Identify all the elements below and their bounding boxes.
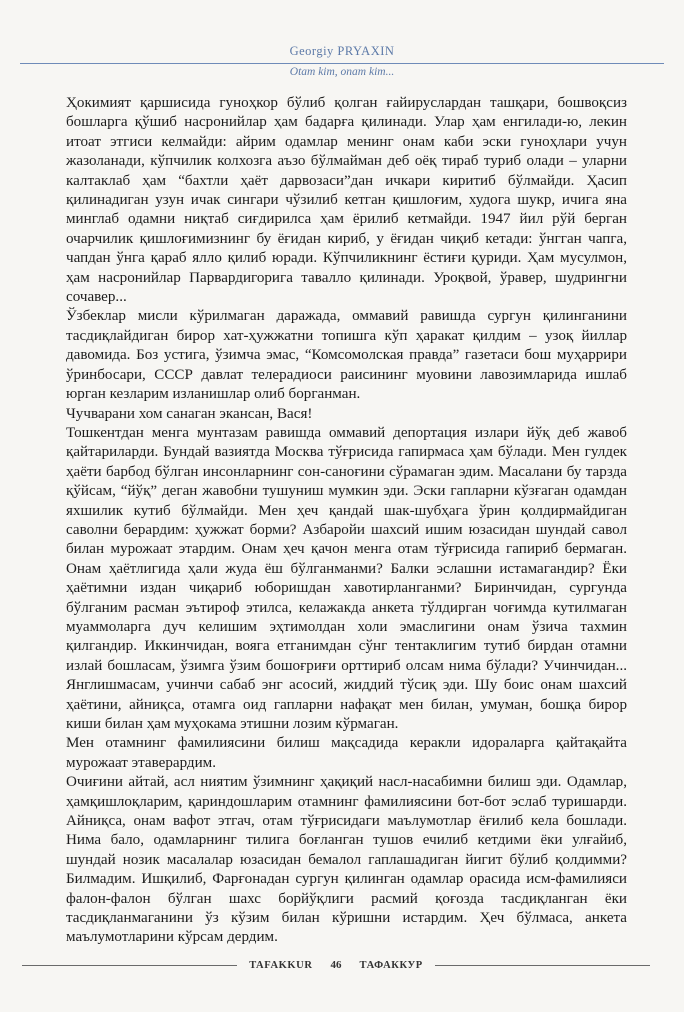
footer-rule-left xyxy=(22,965,237,966)
footer-label-cyrillic: ТАФАККУР xyxy=(359,959,423,971)
paragraph: Очиғини айтай, асл ниятим ўзимнинг ҳақиқий насл-насабимни билиш эди. Одамлар, ҳамқишлоқларим, қариндошларим отамнинг фамилиясини бот-бот эслаб туришарди. Айниқса, онам вафот этгач, отам тўғрисидаги маълумотлар ёғилиб кела бошлади. Нима бало, одамларнинг тилига боғланган тушов ечилиб кетдими ёки улғайиб, шундай нозик масалалар юзасидан бемалол гаплашадиган йигит бўлиб қолдимми? Билмадим. Ишқилиб, Фарғонадан сургун қилинган одамлар орасида исм-фамилияси фалон-фалон бўлган шахс борйўқлиги расмий қоғозда тасдиқланган ёки тасдиқланмаганини ўз кўзим билан кўришни истардим. Ҳеч бўлмаса, анкета маълумотларини кўрсам дердим. xyxy=(66,774,627,946)
footer-rule-right xyxy=(435,965,650,966)
paragraph: Тошкентдан менга мунтазам равишда оммавий депортация излари йўқ деб жавоб қайтариларди. Бундай вазиятда Москва тўғрисида гапирмаса ҳам бўлади. Мен гулдек ҳаёти барбод бўлган инсонларнинг сон-саноғини сўрамаган эдим. Масалани бу тарзда қўйсам, “йўқ” деган жавобни тушуниш мумкин эди. Эски гапларни кўзғаган одамдан яхшилик кутиб бўлмайди. Мен ҳеч қандай шак-шубҳага ўрин қолдирмайдиган саволни берардим: ҳужжат борми? Азбаройи шахсий ишим юзасидан шундай савол билан мурожаат этардим. Онам ҳеч қачон менга отам тўғрисида гапириб бермаган. Онам ҳаётлигида ҳали жуда ёш бўлганманми? Балки эслашни истамагандир? Ёки ҳаётимни издан чиқариб юборишдан хавотирланганми? Биринчидан, сургунда бўлганим расман эътироф этилса, келажакда анкета тўлдирган чоғимда кутилмаган муаммоларга дуч келишим эҳтимолдан холи эмаслигини онам ўзича тахмин қилгандир. Иккинчидан, вояга етганимдан сўнг тентаклигим тутиб бирдан отамни излай бошласам, ўзимга ўзим бошоғриғи орттириб олсам нима бўлади? Учинчидан... Янглишмасам, учинчи сабаб энг асосий, жиддий тўсиқ эди. Шу боис онам шахсий ҳаётини, айниқса, отамга оид гапларни нафақат мен билан, умуман, бошқа бирор киши билан ҳам муҳокама этишни лозим кўрмаган. xyxy=(66,424,627,732)
paragraph: Мен отамнинг фамилиясини билиш мақсадида керакли идораларга қайтақайта мурожаат этаверардим. xyxy=(66,735,627,771)
header-rule xyxy=(20,63,664,64)
paragraph: Чучварани хом санаган экансан, Вася! xyxy=(66,405,313,422)
paragraph: Ўзбеклар мисли кўрилмаган даражада, оммавий равишда сургун қилинганини тасдиқлайдиган бирор хат-ҳужжатни топишга кўп ҳаракат қилдим – узоқ йиллар давомида. Боз устига, ўзимча эмас, “Комсомолская правда” газетаси бош муҳаррири ўринбосари, СССР давлат телерадиоси раисининг муовини лавозимларида ишлаб юрган кезларим изланишлар олиб борганман. xyxy=(66,308,627,403)
running-header xyxy=(0,44,684,80)
page-number: 46 xyxy=(330,959,342,971)
page-footer xyxy=(22,956,650,974)
header-author: Georgiy PRYAXIN xyxy=(289,44,395,58)
paragraph: Ҳокимият қаршисида гуноҳкор бўлиб қолган ғайируслардан ташқари, бошвоқсиз бошларга қўшиб насронийлар ҳам бадарға қилинади. Улар ҳам енгилади-ю, лекин итоат этгиси келмайди: айрим одамлар менинг онам каби эски гуноҳлари учун жазоланади, кўпчилик колхозга аъзо бўлмайман деб оёқ тираб туриб олади – уларни калтаклаб ҳам “бахтли ҳаёт дарвозаси”дан ичкари киритиб бўлмайди. Ҳасип қилинадиган узун ичак сингари чўзилиб кетган қишлоғим, худога шукр, ичига яна минглаб одамни ниқтаб сиғдирилса ҳам ёрилиб кетмайди. 1947 йил рўй берган очарчилик қишлоғимизнинг бу ёғидан кириб, у ёғидан чиқиб кетади: ўнгган чапга, чапдан ўнга қараб ялло қилиб юради. Кўпчиликнинг ёстиғи қуриди. Ҳам мусулмон, ҳам насронийлар Парвардигорига таваллo қилинади. Уроқвой, ўравер, шудрингни сочавер... xyxy=(66,95,627,306)
body-text xyxy=(66,94,627,948)
header-subtitle: Otam kim, onam kim... xyxy=(289,66,395,78)
footer-label-latin: TAFAKKUR xyxy=(249,959,313,971)
